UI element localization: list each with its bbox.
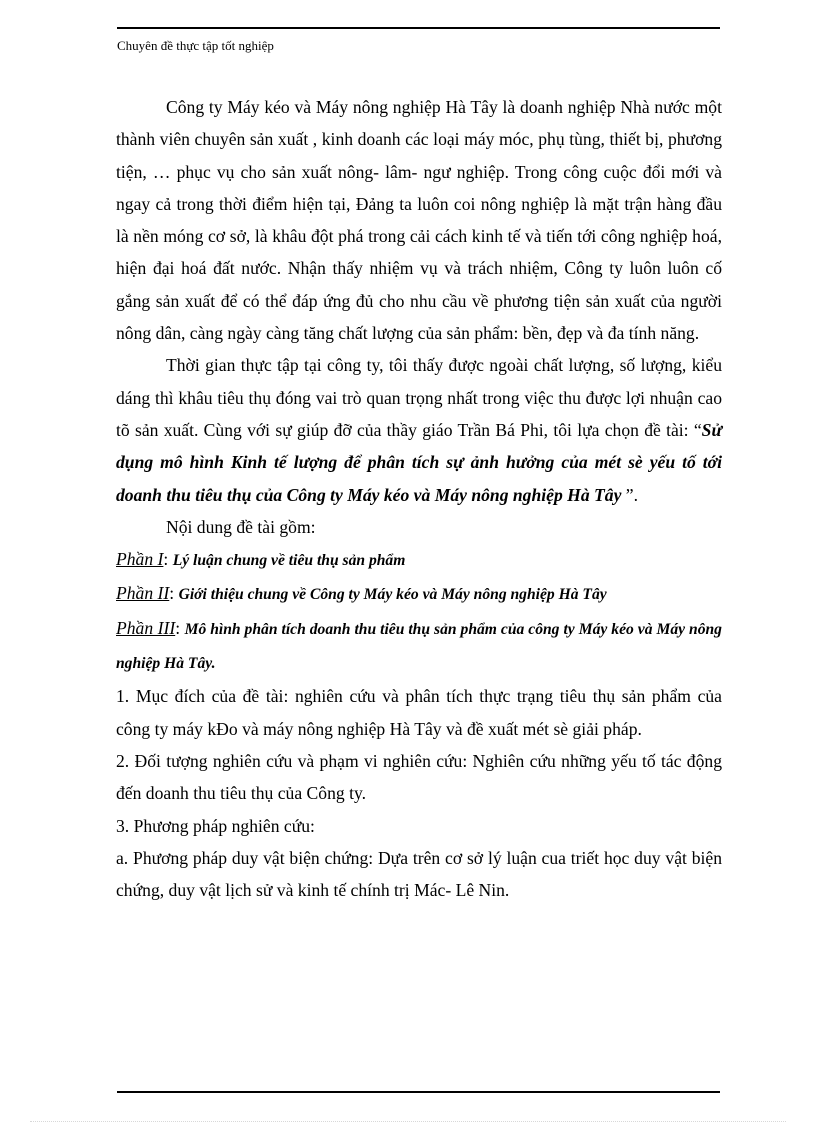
document-body — [116, 91, 722, 906]
part-label: Phần I — [116, 549, 164, 570]
part-2: Phần II: Giới thiệu chung về Công ty Máy kéo và Máy nông nghiệp Hà Tây — [116, 583, 607, 604]
part-3: Phần III: Mô hình phân tích doanh thu tiêu thụ sản phẩm của công ty Máy kéo và Máy nông nghiệp Hà Tây. — [116, 617, 722, 673]
footer-rule — [117, 1091, 720, 1093]
method-a-item: a. Phương pháp duy vật biện chứng: Dựa trên cơ sở lý luận cua triết học duy vật biện chứng, duy vật lịch sử và kinh tế chính trị Mác- Lê Nin. — [116, 847, 722, 901]
part-label: Phần III — [116, 617, 176, 638]
topic-title: Sử dụng mô hình Kinh tế lượng để phân tích sự ảnh hưởng của mét sè yếu tố tới doanh thu tiêu thụ của Công ty Máy kéo và Máy nông nghiệp Hà Tây — [116, 419, 722, 505]
topic-lead: Thời gian thực tập tại công ty, tôi thấy được ngoài chất lượng, số lượng, kiểu dáng thì khâu tiêu thụ đóng vai trò quan trọng nhất trong việc thu được lợi nhuận cao tõ sản xuất. Cùng với sự giúp đỡ của thầy giáo Trần Bá Phi, tôi lựa chọn đề tài: “ — [116, 355, 722, 440]
intro-paragraph: Công ty Máy kéo và Máy nông nghiệp Hà Tây là doanh nghiệp Nhà nước một thành viên chuyên sản xuất , kinh doanh các loại máy móc, phụ tùng, thiết bị, phương tiện, … phục vụ cho sản xuất nông- lâm- ngư nghiệp. Trong công cuộc đổi mới và ngay cả trong thời điểm hiện tại, Đảng ta luôn coi nông nghiệp là mặt trận hàng đầu là nền móng cơ sở, là khâu đột phá trong cải cách kinh tế và tiến tới công nghiệp hoá, hiện đại hoá đất nước. Nhận thấy nhiệm vụ và trách nhiệm, Công ty luôn luôn cố gắng sản xuất để có thể đáp ứng đủ cho nhu cầu về phương tiện sản xuất của người nông dân, càng ngày càng tăng chất lượng của sản phẩm: bền, đẹp và đa tính năng. — [116, 97, 722, 344]
part-title: Mô hình phân tích doanh thu tiêu thụ sản phẩm của công ty Máy kéo và Máy nông nghiệp Hà Tây. — [116, 620, 722, 673]
methods-heading: 3. Phương pháp nghiên cứu: — [116, 815, 315, 836]
part-title: Lý luận chung về tiêu thụ sản phẩm — [172, 552, 406, 570]
part-1: Phần I: Lý luận chung về tiêu thụ sản phẩm — [116, 549, 406, 570]
purpose-item: 1. Mục đích của đề tài: nghiên cứu và phân tích thực trạng tiêu thụ sản phẩm của công ty máy kĐo và máy nông nghiệp Hà Tây và đề xuất mét sè giải pháp. — [116, 686, 722, 739]
header-rule — [117, 27, 720, 29]
contents-intro: Nội dung đề tài gồm: — [166, 516, 316, 537]
page-edge-dots — [30, 1121, 786, 1122]
topic-tail: ”. — [621, 484, 639, 505]
topic-paragraph — [116, 349, 722, 510]
scope-item: 2. Đối tượng nghiên cứu và phạm vi nghiên cứu: Nghiên cứu những yếu tố tác động đến doanh thu tiêu thụ của Công ty. — [116, 750, 722, 804]
page-header: Chuyên đề thực tập tốt nghiệp — [117, 38, 274, 53]
part-label: Phần II — [116, 583, 170, 604]
part-title: Giới thiệu chung về Công ty Máy kéo và Máy nông nghiệp Hà Tây — [178, 586, 607, 604]
